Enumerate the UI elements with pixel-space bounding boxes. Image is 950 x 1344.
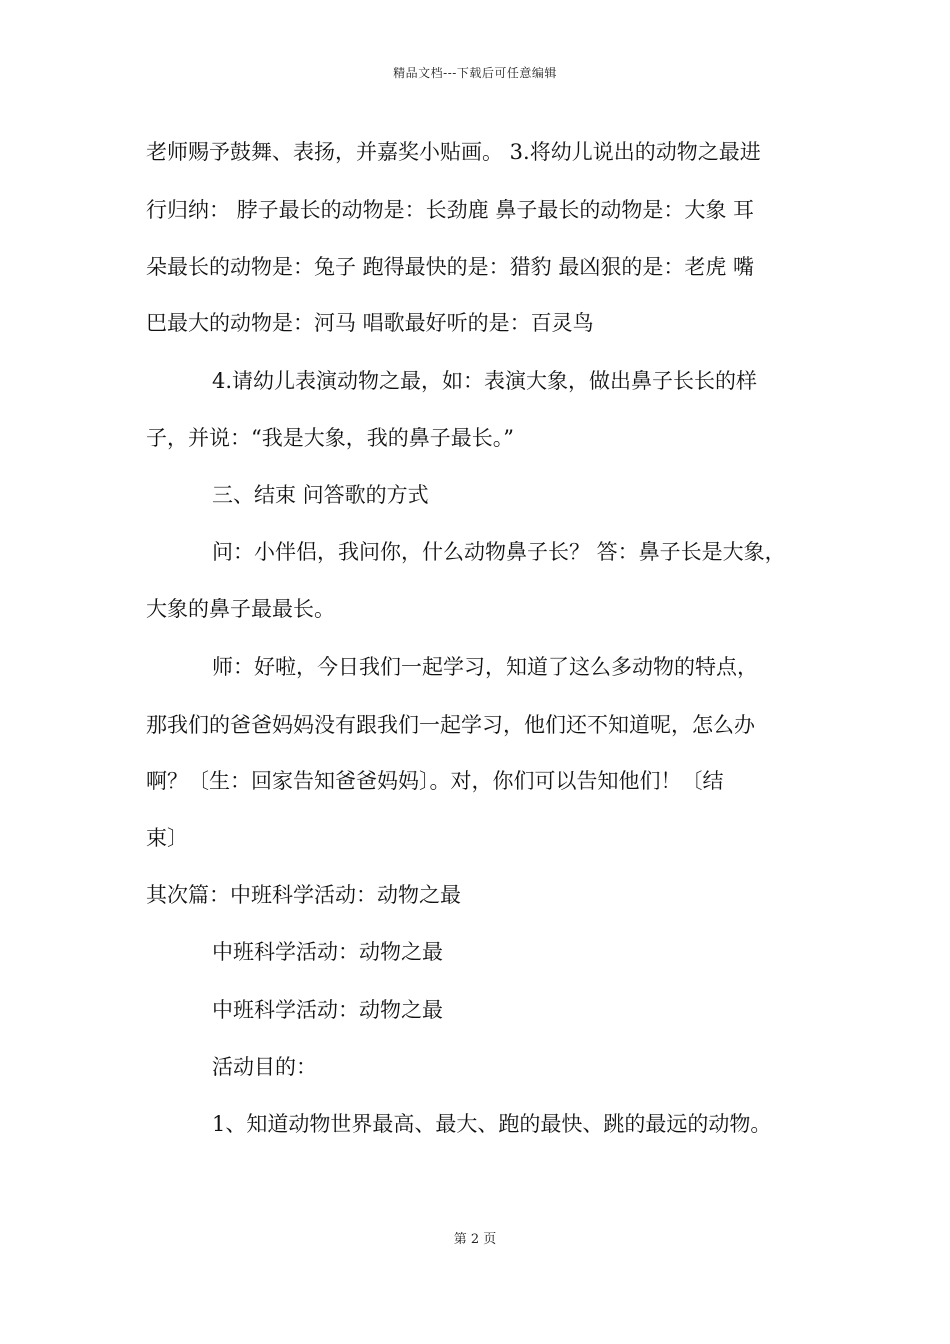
- page-number: 第 2 页: [453, 1232, 497, 1247]
- body-line: 问：小伴侣，我问你，什么动物鼻子长？ 答：鼻子长是大象，: [212, 540, 786, 564]
- list-item: 1、知道动物世界最高、最大、跑的最快、跳的最远的动物。: [212, 1112, 772, 1136]
- section-heading: 活动目的：: [212, 1055, 317, 1079]
- body-line: 子，并说：“我是大象，我的鼻子最长。”: [146, 426, 514, 450]
- body-line: 那我们的爸爸妈妈没有跟我们一起学习，他们还不知道呢，怎么办: [146, 713, 755, 737]
- body-line: 大象的鼻子最最长。: [146, 597, 335, 621]
- chapter-title: 其次篇：中班科学活动：动物之最: [146, 883, 461, 907]
- section-heading: 三、结束 问答歌的方式: [212, 483, 429, 507]
- page-header: 精品文档---下载后可任意编辑: [393, 66, 557, 80]
- subtitle: 中班科学活动：动物之最: [212, 940, 443, 964]
- body-line: 4.请幼儿表演动物之最，如：表演大象，做出鼻子长长的样: [212, 369, 758, 393]
- body-line: 行归纳： 脖子最长的动物是：长劲鹿 鼻子最长的动物是：大象 耳: [146, 198, 755, 222]
- body-line: 巴最大的动物是：河马 唱歌最好听的是：百灵鸟: [146, 311, 594, 335]
- body-line: 老师赐予鼓舞、表扬，并嘉奖小贴画。 3.将幼儿说出的动物之最进: [146, 140, 761, 164]
- body-line: 师：好啦，今日我们一起学习，知道了这么多动物的特点，: [212, 655, 758, 679]
- body-line: 啊？〔生：回家告知爸爸妈妈〕。对，你们可以告知他们！〔结: [146, 769, 724, 793]
- body-line: 朵最长的动物是：兔子 跑得最快的是：猎豹 最凶狠的是：老虎 嘴: [146, 255, 755, 279]
- subtitle: 中班科学活动：动物之最: [212, 998, 443, 1022]
- body-line: 束〕: [146, 826, 188, 850]
